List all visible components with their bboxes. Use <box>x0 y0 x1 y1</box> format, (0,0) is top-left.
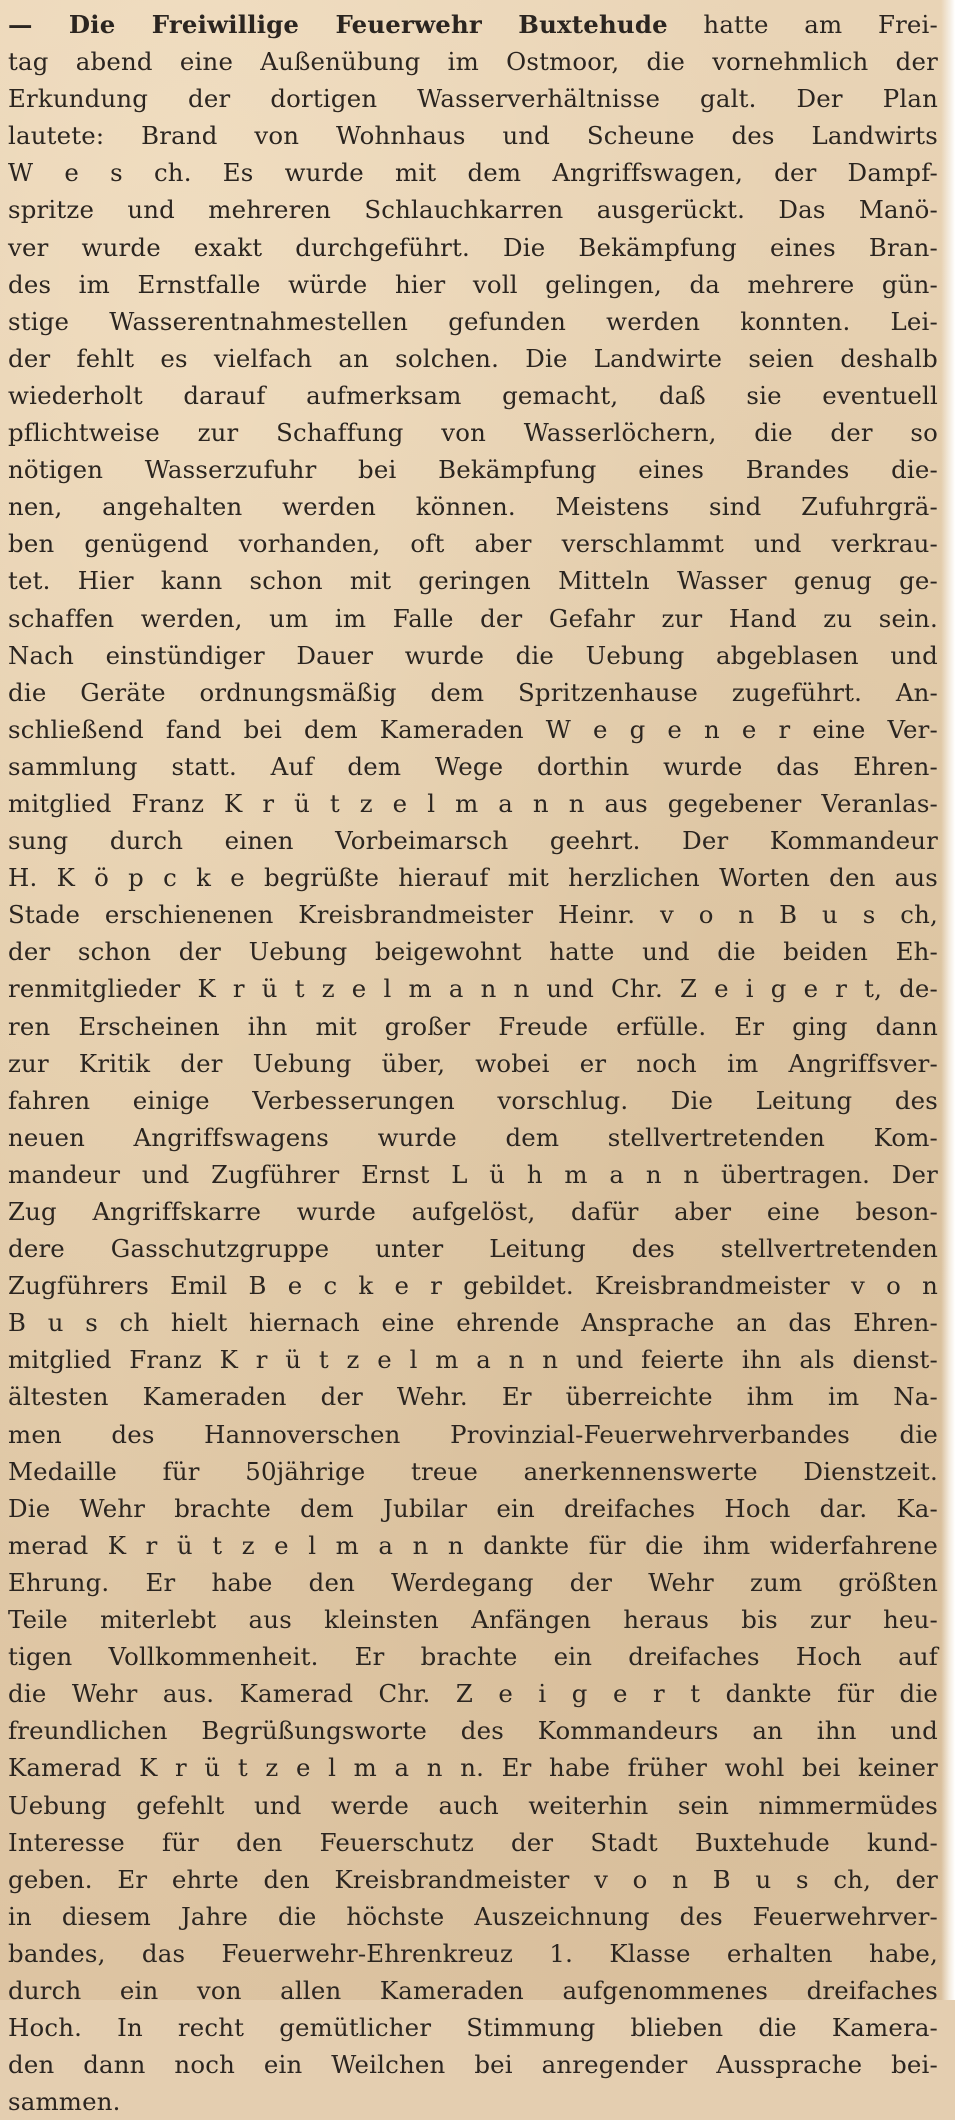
article-line-49: Uebung gefehlt und werde auch weiterhin sein nimmermüdes <box>8 1790 938 1820</box>
article-line-17: schaffen werden, um im Falle der Gefahr zur Hand zu sein. <box>8 603 938 633</box>
article-line-55: Hoch. In recht gemütlicher Stimmung blieben die Kamera- <box>8 2013 938 2043</box>
article-headline: — Die Freiwillige Feuerwehr Buxtehude <box>8 10 668 39</box>
article-line-38: ältesten Kameraden der Wehr. Er überreichte ihm im Na- <box>8 1382 938 1412</box>
article-line-5: W e s ch. Es wurde mit dem Angriffswagen, der Dampf- <box>8 158 938 188</box>
article-line-41: Die Wehr brachte dem Jubilar ein dreifaches Hoch dar. Ka- <box>8 1493 938 1523</box>
article-line-31: neuen Angriffswagens wurde dem stellvertretenden Kom- <box>8 1122 938 1152</box>
article-line-4: lautete: Brand von Wohnhaus und Scheune des Landwirts <box>8 121 938 151</box>
article-line-23: sung durch einen Vorbeimarsch geehrt. Der Kommandeur <box>8 826 938 856</box>
article-line-16: tet. Hier kann schon mit geringen Mitteln Wasser genug ge- <box>8 566 938 596</box>
article-line-22: mitglied Franz K r ü t z e l m a n n aus gegebener Veranlas- <box>8 788 938 818</box>
article-line-21: sammlung statt. Auf dem Wege dorthin wurde das Ehren- <box>8 751 938 781</box>
article-line-6: spritze und mehreren Schlauchkarren ausgerückt. Das Manö- <box>8 195 938 225</box>
article-line-52: in diesem Jahre die höchste Auszeichnung des Feuerwehrver- <box>8 1901 938 1931</box>
article-line-28: ren Erscheinen ihn mit großer Freude erfülle. Er ging dann <box>8 1011 938 1041</box>
article-line-8: des im Ernstfalle würde hier voll gelingen, da mehrere gün- <box>8 269 938 299</box>
article-line-53: bandes, das Feuerwehr-Ehrenkreuz 1. Klasse erhalten habe, <box>8 1938 938 1968</box>
article-line-14: nen, angehalten werden können. Meistens sind Zufuhrgrä- <box>8 492 938 522</box>
article-line-43: Ehrung. Er habe den Werdegang der Wehr zum größten <box>8 1567 938 1597</box>
clipping-torn-edge <box>941 0 955 2000</box>
article-line-7: ver wurde exakt durchgeführt. Die Bekämpfung eines Bran- <box>8 232 938 262</box>
article-line-9: stige Wasserentnahmestellen gefunden werden konnten. Lei- <box>8 306 938 336</box>
article-line-35: Zugführers Emil B e c k e r gebildet. Kreisbrandmeister v o n <box>8 1271 938 1301</box>
article-line-13: nötigen Wasserzufuhr bei Bekämpfung eines Brandes die- <box>8 455 938 485</box>
article-line-1 <box>8 6 938 43</box>
article-line-12: pflichtweise zur Schaffung von Wasserlöchern, die der so <box>8 418 938 448</box>
article-line-37: mitglied Franz K r ü t z e l m a n n und feierte ihn als dienst- <box>8 1345 938 1375</box>
article-line-29: zur Kritik der Uebung über, wobei er noch im Angriffsver- <box>8 1048 938 1078</box>
article-line-25: Stade erschienenen Kreisbrandmeister Heinr. v o n B u s ch, <box>8 900 938 930</box>
article-line-32: mandeur und Zugführer Ernst L ü h m a n n übertragen. Der <box>8 1159 938 1189</box>
article-line-33: Zug Angriffskarre wurde aufgelöst, dafür aber eine beson- <box>8 1197 938 1226</box>
article-line-10: der fehlt es vielfach an solchen. Die Landwirte seien deshalb <box>8 343 938 373</box>
article-line-3: Erkundung der dortigen Wasserverhältnisse galt. Der Plan <box>8 84 938 114</box>
article-line-42: merad K r ü t z e l m a n n dankte für die ihm widerfahrene <box>8 1530 938 1560</box>
article-line-51: geben. Er ehrte den Kreisbrandmeister v o n B u s ch, der <box>8 1864 938 1894</box>
article-line-56: den dann noch ein Weilchen bei anregender Aussprache bei- <box>8 2050 938 2080</box>
article-line-26: der schon der Uebung beigewohnt hatte und die beiden Eh- <box>8 937 938 967</box>
article-line-47: freundlichen Begrüßungsworte des Kommandeurs an ihn und <box>8 1716 938 1746</box>
article-line-15: ben genügend vorhanden, oft aber verschlammt und verkrau- <box>8 529 938 559</box>
article-line-20: schließend fand bei dem Kameraden W e g e n e r eine Ver- <box>8 714 938 744</box>
article-line-57: sammen. <box>8 2087 121 2117</box>
article-line-1-rest: hatte am Frei- <box>703 10 939 39</box>
article-line-24: H. K ö p c k e begrüßte hierauf mit herzlichen Worten den aus <box>8 863 938 893</box>
article-line-36: B u s ch hielt hiernach eine ehrende Ansprache an das Ehren- <box>8 1308 938 1338</box>
article-line-34: dere Gasschutzgruppe unter Leitung des stellvertretenden <box>8 1234 938 1264</box>
article-line-48: Kamerad K r ü t z e l m a n n. Er habe früher wohl bei keiner <box>8 1753 938 1783</box>
article-line-44: Teile miterlebt aus kleinsten Anfängen heraus bis zur heu- <box>8 1605 938 1635</box>
article-line-39: men des Hannoverschen Provinzial-Feuerwehrverbandes die <box>8 1419 938 1449</box>
article-line-30: fahren einige Verbesserungen vorschlug. Die Leitung des <box>8 1085 938 1115</box>
article-line-46: die Wehr aus. Kamerad Chr. Z e i g e r t dankte für die <box>8 1679 938 1709</box>
article-line-2: tag abend eine Außenübung im Ostmoor, die vornehmlich der <box>8 47 938 77</box>
article-line-45: tigen Vollkommenheit. Er brachte ein dreifaches Hoch auf <box>8 1642 938 1672</box>
article-line-19: die Geräte ordnungsmäßig dem Spritzenhause zugeführt. An- <box>8 677 938 707</box>
article-line-50: Interesse für den Feuerschutz der Stadt Buxtehude kund- <box>8 1827 938 1857</box>
article-line-40: Medaille für 50jährige treue anerkennenswerte Dienstzeit. <box>8 1456 938 1486</box>
article-line-11: wiederholt darauf aufmerksam gemacht, daß sie eventuell <box>8 380 938 410</box>
article-line-18: Nach einstündiger Dauer wurde die Uebung abgeblasen und <box>8 640 938 670</box>
article-body <box>8 6 938 2120</box>
article-line-27: renmitglieder K r ü t z e l m a n n und Chr. Z e i g e r t, de- <box>8 974 938 1004</box>
article-line-54: durch ein von allen Kameraden aufgenommenes dreifaches <box>8 1975 938 2005</box>
